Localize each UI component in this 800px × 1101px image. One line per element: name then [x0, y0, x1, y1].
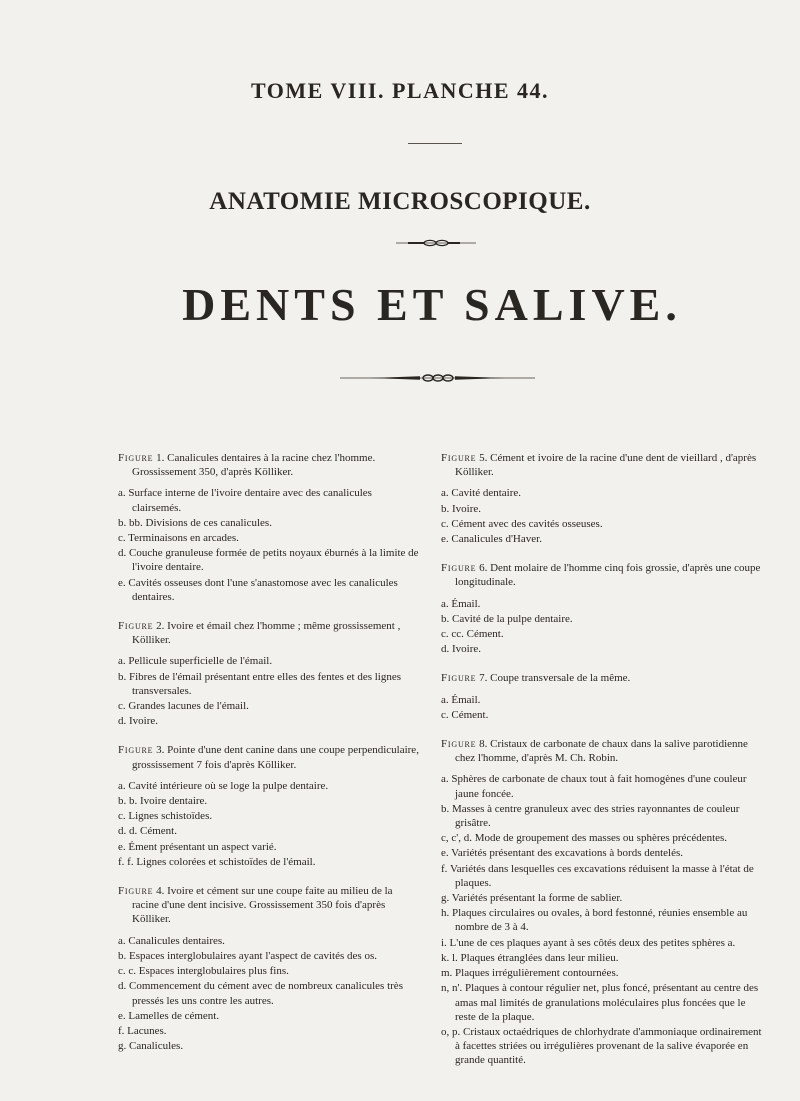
list-item: a. Canalicules dentaires.	[118, 934, 225, 947]
list-item: a. Émail.	[441, 597, 481, 610]
section-title: ANATOMIE MICROSCOPIQUE.	[209, 188, 591, 215]
tome-heading: TOME VIII. PLANCHE 44.	[250, 78, 550, 103]
figure-3	[118, 743, 419, 869]
list-item: b. Fibres de l'émail présentant entre elles des fentes et des lignes transversales.	[118, 670, 402, 697]
list-item: i. L'une de ces plaques ayant à ses côtés deux des petites sphères a.	[441, 936, 736, 949]
figure-7	[441, 671, 767, 722]
list-item: e. Ément présentant un aspect varié.	[118, 840, 277, 853]
list-item: b. Masses à centre granuleux avec des stries rayonnantes de couleur grisâtre.	[441, 802, 740, 830]
figure-6	[441, 561, 767, 656]
list-item: f. Variétés dans lesquelles ces excavations réduisent la masse à l'état de plaques.	[441, 862, 754, 889]
heading-rule	[408, 143, 462, 144]
figure-8	[441, 737, 767, 1067]
list-item: a. Émail.	[441, 693, 481, 706]
list-item: e. Lamelles de cément.	[118, 1009, 220, 1022]
list-item: b. b. Ivoire dentaire.	[118, 795, 208, 808]
list-item: d. d. Cément.	[118, 825, 177, 838]
list-item: c. Cément avec des cavités osseuses.	[441, 517, 603, 530]
list-item: d. Ivoire.	[441, 643, 482, 656]
main-title: DENTS ET SALIVE.	[182, 279, 682, 330]
list-item: c. Grandes lacunes de l'émail.	[118, 700, 249, 713]
list-item: e. Canalicules d'Haver.	[441, 533, 542, 546]
list-item: c. Terminaisons en arcades.	[118, 532, 239, 545]
left-column	[118, 451, 419, 1068]
figure-label: Figure	[118, 744, 154, 757]
list-item: b. Ivoire.	[441, 502, 482, 515]
figure-caption: 4. Ivoire et cément sur une coupe faite au milieu de la racine d'une dent incisive. Grossissement 350 fois d'après Kölliker.	[132, 885, 393, 926]
figure-5	[441, 451, 767, 546]
list-item: b. Cavité de la pulpe dentaire.	[441, 612, 573, 625]
figure-caption: 8. Cristaux de carbonate de chaux dans la salive parotidienne chez l'homme, d'après M. Ch. Robin.	[455, 738, 748, 765]
list-item: b. bb. Divisions de ces canalicules.	[118, 516, 272, 529]
figure-caption: 6. Dent molaire de l'homme cinq fois grossie, d'après une coupe longitudinale.	[455, 562, 761, 589]
figure-caption: 2. Ivoire et émail chez l'homme ; même grossissement , Kölliker.	[132, 620, 401, 647]
figure-label: Figure	[441, 738, 477, 751]
list-item: g. Variétés présentant la forme de sablier.	[441, 892, 623, 905]
figure-caption: 5. Cément et ivoire de la racine d'une dent de vieillard , d'après Kölliker.	[455, 452, 757, 479]
list-item: k. l. Plaques étranglées dans leur milieu.	[441, 951, 619, 964]
right-column	[441, 451, 767, 1083]
list-item: c. c. Espaces interglobulaires plus fins.	[118, 965, 289, 978]
figure-label: Figure	[441, 452, 477, 464]
list-item: o, p. Cristaux octaédriques de chlorhydrate d'ammoniaque ordinairement à facettes striées ou irrégulières provenant de la salive évaporée en grande quantité.	[441, 1025, 762, 1067]
figure-caption: 1. Canalicules dentaires à la racine chez l'homme. Grossissement 350, d'après Kölliker.	[132, 452, 376, 479]
list-item: g. Canalicules.	[118, 1040, 184, 1053]
figure-1	[118, 451, 419, 604]
list-item: c. cc. Cément.	[441, 628, 504, 641]
list-item: m. Plaques irrégulièrement contournées.	[441, 967, 619, 980]
figure-label: Figure	[441, 562, 477, 575]
list-item: f. Lacunes.	[118, 1024, 167, 1037]
figure-label: Figure	[441, 672, 477, 685]
list-item: n, n'. Plaques à contour régulier net, plus foncé, présentant au centre des amas mal limités de granulations moléculaires plus foncées que le reste de la plaque.	[441, 982, 759, 1023]
list-item: e. Variétés présentant des excavations à bords dentelés.	[441, 847, 684, 860]
figure-caption: 7. Coupe transversale de la même.	[479, 672, 631, 685]
list-item: a. Cavité dentaire.	[441, 487, 522, 500]
list-item: c. Cément.	[441, 708, 489, 721]
figure-4	[118, 884, 419, 1053]
list-item: d. Couche granuleuse formée de petits noyaux éburnés à la limite de l'ivoire dentaire.	[118, 547, 419, 574]
ornament-small-icon	[396, 239, 476, 247]
list-item: d. Ivoire.	[118, 715, 159, 728]
list-item: b. Espaces interglobulaires ayant l'aspect de cavités des os.	[118, 949, 377, 962]
list-item: c. Lignes schistoïdes.	[118, 810, 213, 823]
figure-label: Figure	[118, 885, 154, 898]
list-item: e. Cavités osseuses dont l'une s'anastomose avec les canalicules dentaires.	[118, 576, 398, 603]
list-item: a. Cavité intérieure où se loge la pulpe dentaire.	[118, 779, 329, 792]
list-item: a. Pellicule superficielle de l'émail.	[118, 655, 273, 668]
ornament-large-icon	[340, 373, 535, 383]
figure-label: Figure	[118, 620, 154, 633]
figure-caption: 3. Pointe d'une dent canine dans une coupe perpendiculaire, grossissement 7 fois d'après Kölliker.	[132, 744, 419, 771]
list-item: h. Plaques circulaires ou ovales, à bord festonné, réunies ensemble au nombre de 3 à 4.	[441, 907, 748, 934]
figure-2	[118, 619, 419, 728]
list-item: a. Sphères de carbonate de chaux tout à fait homogènes d'une couleur jaune foncée.	[441, 773, 747, 800]
list-item: d. Commencement du cément avec de nombreux canalicules très pressés les uns contre les autres.	[118, 980, 403, 1007]
list-item: a. Surface interne de l'ivoire dentaire avec des canalicules clairsemés.	[118, 487, 372, 514]
list-item: c, c', d. Mode de groupement des masses ou sphères précédentes.	[441, 832, 728, 845]
figure-label: Figure	[118, 452, 154, 464]
list-item: f. f. Lignes colorées et schistoïdes de l'émail.	[118, 855, 316, 868]
